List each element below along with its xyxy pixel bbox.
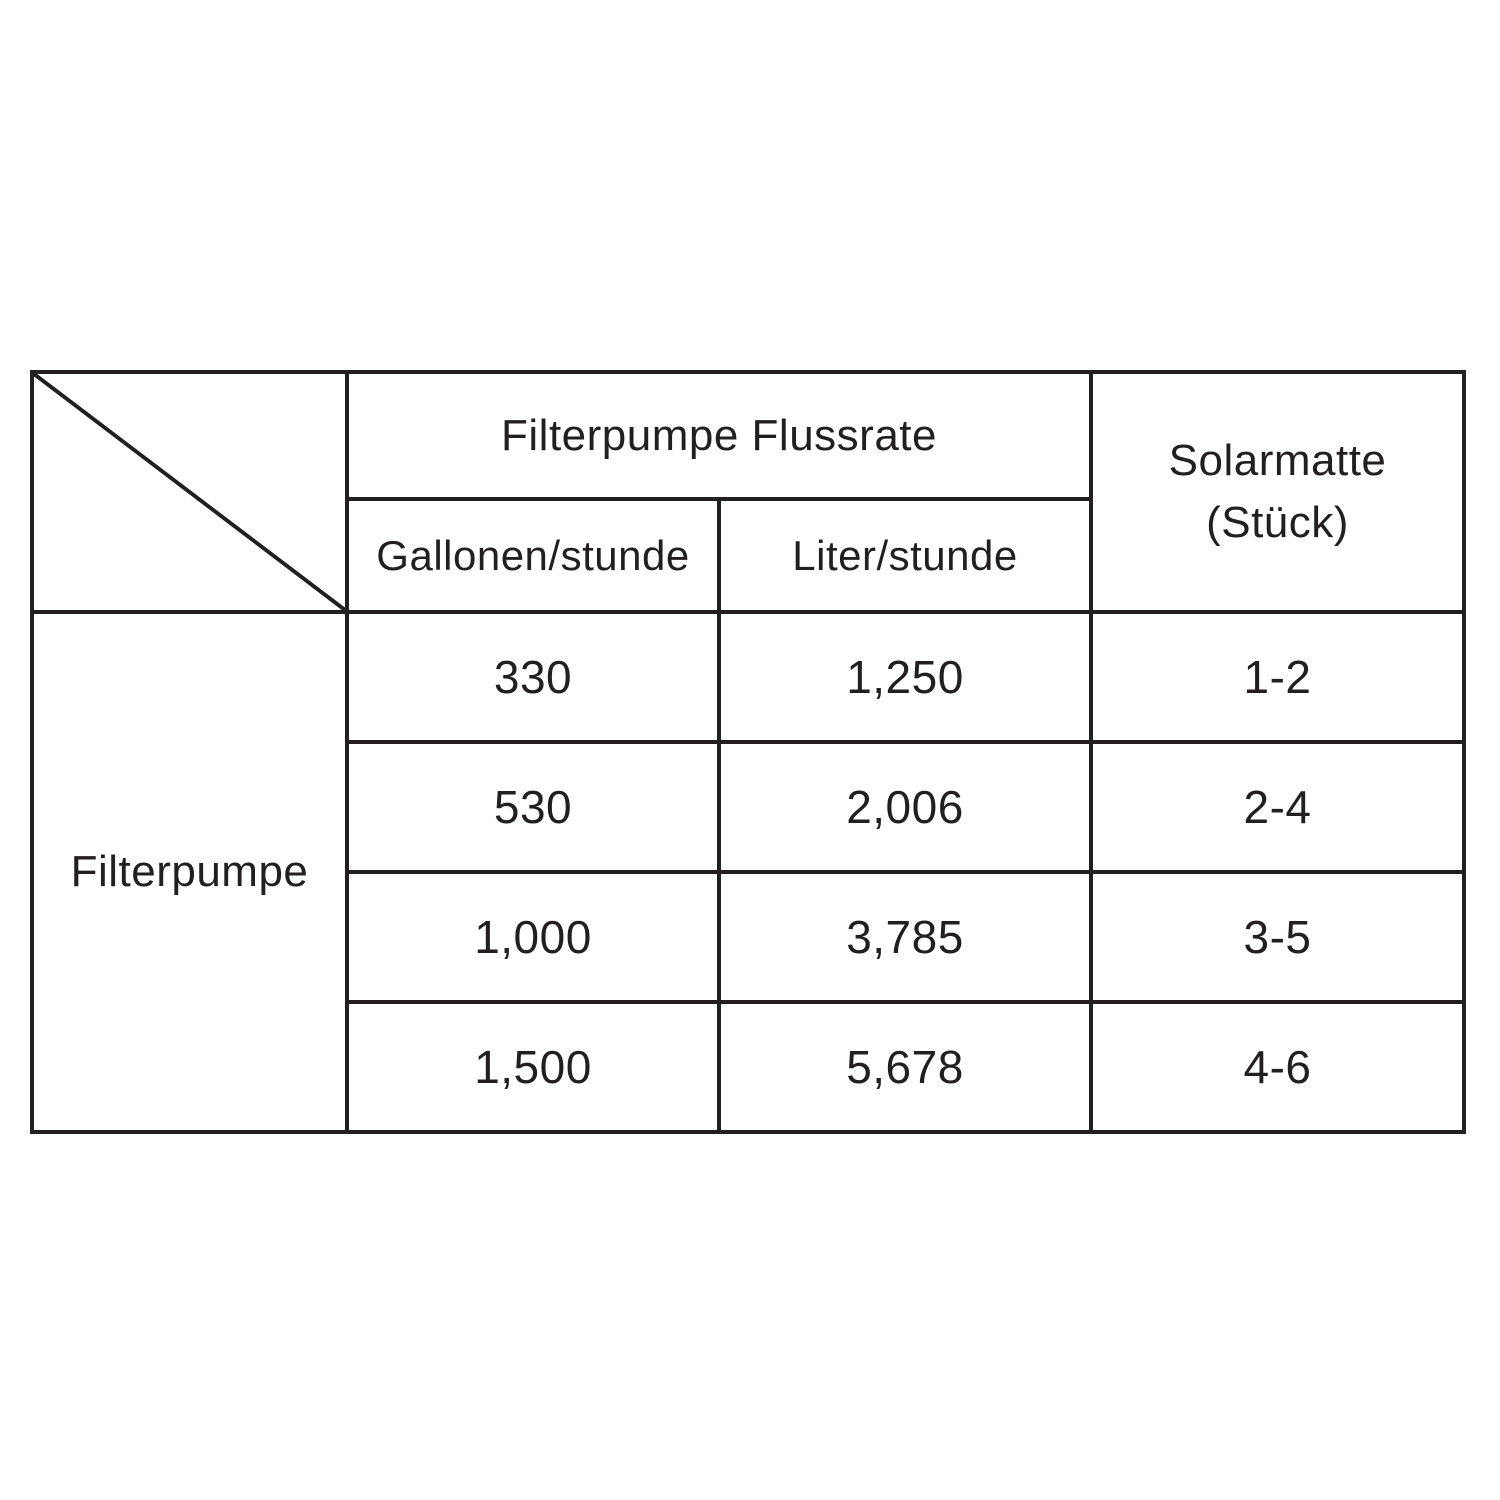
solar-mat-header <box>1091 372 1464 612</box>
liters-cell: 5,678 <box>719 1002 1091 1132</box>
gallons-cell: 1,000 <box>347 872 719 1002</box>
filter-pump-table-container <box>30 370 1462 1130</box>
diagonal-line <box>34 374 345 610</box>
flow-rate-header: Filterpumpe Flussrate <box>347 372 1091 499</box>
liters-cell: 3,785 <box>719 872 1091 1002</box>
corner-cell <box>32 372 347 612</box>
header-row-1 <box>32 372 1464 499</box>
filter-pump-table <box>30 370 1466 1134</box>
gallons-cell: 530 <box>347 742 719 872</box>
solar-mat-header-line1: Solarmatte <box>1168 436 1387 485</box>
liters-cell: 1,250 <box>719 612 1091 742</box>
liters-header: Liter/stunde <box>719 499 1091 612</box>
solar-mat-header-line2: (Stück) <box>1206 498 1349 547</box>
gallons-cell: 1,500 <box>347 1002 719 1132</box>
row-label-filterpumpe: Filterpumpe <box>32 612 347 1132</box>
mats-cell: 2-4 <box>1091 742 1464 872</box>
table-row <box>32 612 1464 742</box>
mats-cell: 1-2 <box>1091 612 1464 742</box>
mats-cell: 4-6 <box>1091 1002 1464 1132</box>
liters-cell: 2,006 <box>719 742 1091 872</box>
gallons-cell: 330 <box>347 612 719 742</box>
mats-cell: 3-5 <box>1091 872 1464 1002</box>
gallons-header: Gallonen/stunde <box>347 499 719 612</box>
